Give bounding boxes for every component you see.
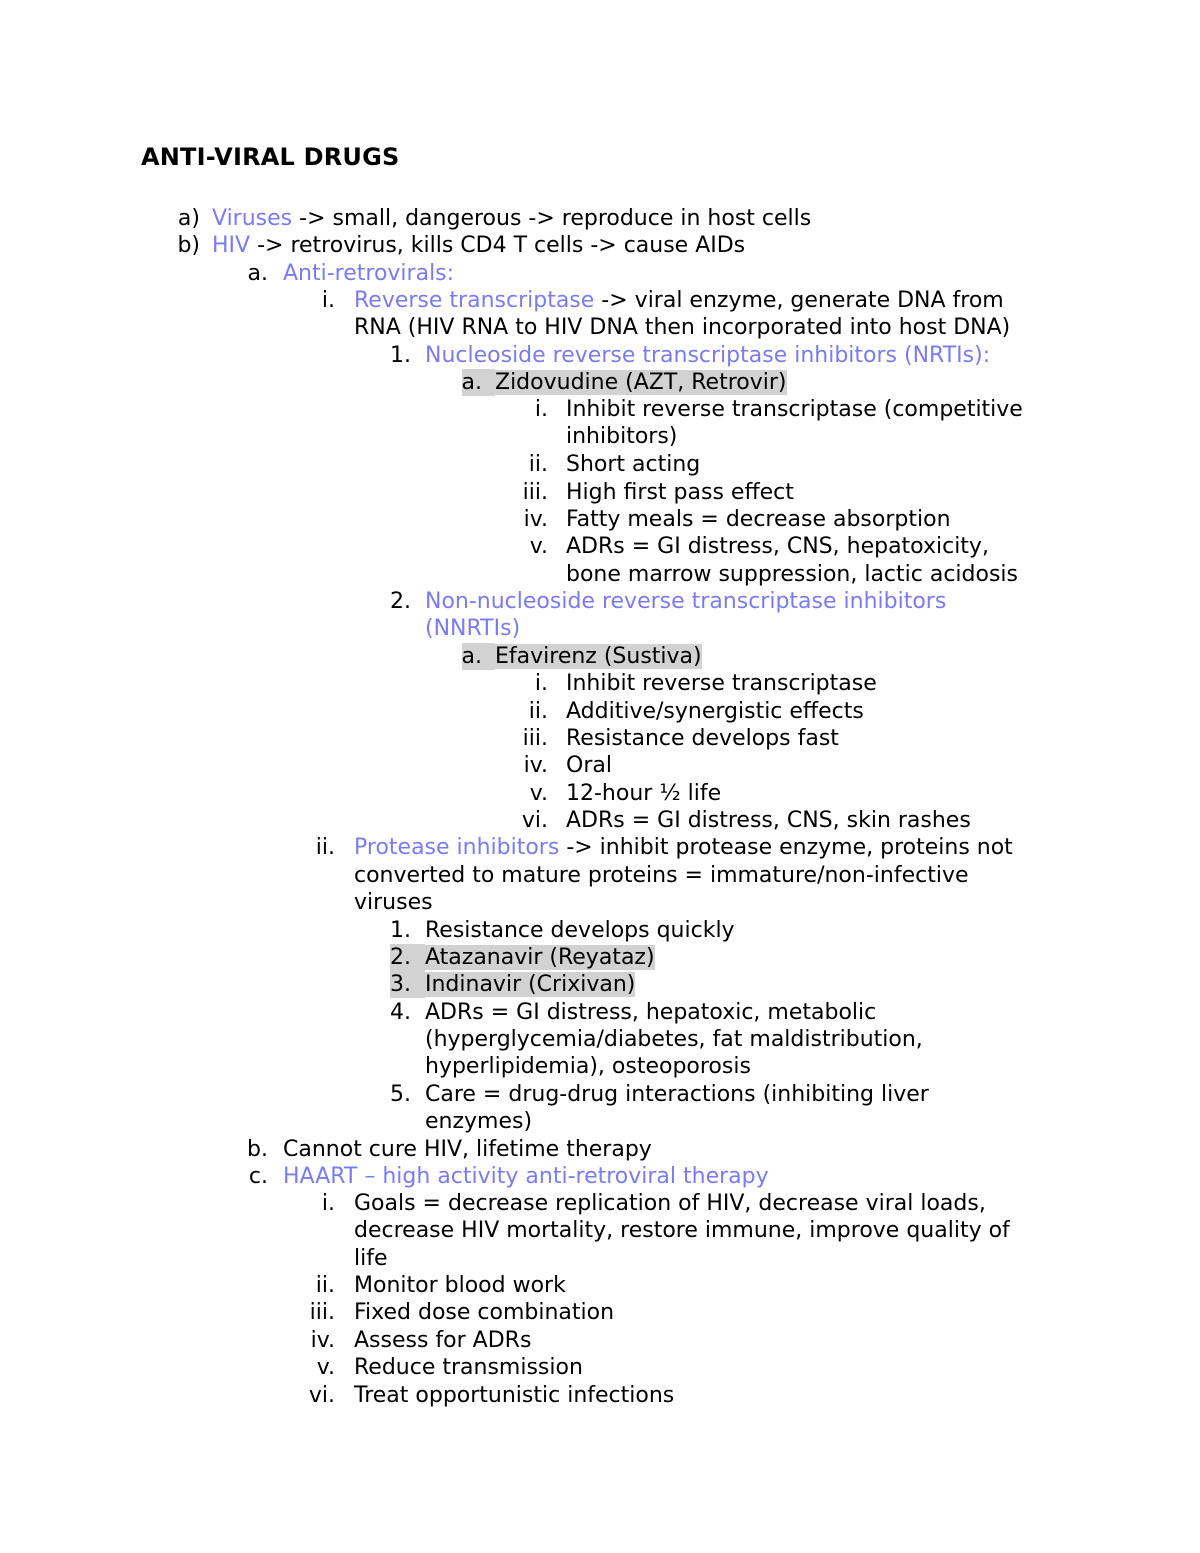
list-item-text: -> retrovirus, kills CD4 T cells -> cause AIDs [250,233,746,258]
list-item [354,1272,566,1299]
list-item-heading: HIV [212,233,251,258]
list-item [566,423,677,450]
list-item [425,1108,532,1135]
list-item-text: 12-hour ½ life [566,781,722,806]
list-item-text: Resistance develops fast [566,726,839,751]
list-marker: iii. [522,480,548,505]
list-item [354,1327,531,1354]
list-item-text: Care = drug-drug interactions (inhibiting liver [425,1082,929,1107]
list-item [566,451,700,478]
list-item-text: ADRs = GI distress, CNS, skin rashes [566,808,971,833]
list-item-text: Goals = decrease replication of HIV, decrease viral loads, [354,1191,986,1216]
list-marker: 3. [390,971,425,998]
list-item [354,889,433,916]
list-marker: iii. [309,1300,335,1325]
list-marker: a. [247,261,268,286]
list-marker: 2. [390,944,425,971]
list-item-heading: Non-nucleoside reverse transcriptase inhibitors [425,589,947,614]
list-marker: v. [316,1355,335,1380]
list-item [425,1026,923,1053]
list-marker: 2. [390,589,411,614]
list-item [425,342,990,369]
list-item-text: Resistance develops quickly [425,918,735,943]
list-item [566,533,989,560]
list-marker: 1. [390,343,411,368]
list-marker: 5. [390,1082,411,1107]
list-marker: iv. [310,1328,335,1353]
list-marker: iv. [523,507,548,532]
list-item-heading: Viruses [212,206,293,231]
list-item-text: hyperlipidemia), osteoporosis [425,1054,751,1079]
list-marker: ii. [315,835,335,860]
list-item [495,643,702,670]
list-item [283,260,454,287]
list-item-text: Inhibit reverse transcriptase [566,671,877,696]
list-item [354,314,1010,341]
list-item [566,561,1018,588]
list-item-text: (hyperglycemia/diabetes, fat maldistribution, [425,1027,923,1052]
list-item [566,698,864,725]
list-item [425,615,520,642]
list-item-text: Fixed dose combination [354,1300,615,1325]
list-marker: i. [534,397,548,422]
list-item [566,506,951,533]
list-item [354,1299,614,1326]
list-item-heading: Protease inhibitors [354,835,560,860]
list-marker: vi. [308,1383,335,1408]
list-item-text: inhibitors) [566,424,678,449]
list-item [566,752,612,779]
list-item [354,287,1004,314]
list-item-text: Fatty meals = decrease absorption [566,507,951,532]
list-item [354,1217,1010,1244]
list-marker: a) [177,206,200,231]
list-marker: ii. [528,452,548,477]
list-item [283,1163,769,1190]
list-item [354,1354,583,1381]
list-marker: a. [462,369,495,396]
list-item [212,205,811,232]
list-item [425,944,655,971]
list-item [354,834,1013,861]
list-item-text: enzymes) [425,1109,533,1134]
list-marker: v. [529,534,548,559]
list-item-text: -> small, dangerous -> reproduce in host cells [292,206,812,231]
list-item [566,807,971,834]
list-item-text: Atazanavir (Reyataz) [425,945,655,970]
list-marker: b. [247,1137,268,1162]
list-item-text: Inhibit reverse transcriptase (competitive [566,397,1023,422]
list-item [354,1382,674,1409]
list-item [354,1190,986,1217]
list-item [425,588,946,615]
list-marker: i. [321,288,335,313]
list-item-heading: (NNRTIs) [425,616,521,641]
list-item-text: bone marrow suppression, lactic acidosis [566,562,1018,587]
list-item-heading: Reverse transcriptase [354,288,595,313]
page-title: ANTI-VIRAL DRUGS [141,143,400,171]
list-marker: c. [248,1164,268,1189]
list-item [566,396,1023,423]
list-marker: vi. [521,808,548,833]
list-marker: a. [462,643,495,670]
list-item [212,232,745,259]
list-item-text: Short acting [566,452,701,477]
list-item-text: Efavirenz (Sustiva) [495,644,702,669]
list-marker: ii. [315,1273,335,1298]
list-marker: iv. [523,753,548,778]
list-item-text: Treat opportunistic infections [354,1383,675,1408]
list-item-text: Additive/synergistic effects [566,699,864,724]
list-item [283,1136,652,1163]
list-item-text: -> inhibit protease enzyme, proteins not [559,835,1013,860]
list-item-heading: Anti-retrovirals: [283,261,455,286]
list-item [425,1053,751,1080]
list-item-heading: HAART – high activity anti-retroviral therapy [283,1164,769,1189]
list-item-heading: Nucleoside reverse transcriptase inhibitors (NRTIs): [425,343,991,368]
list-item-text: Reduce transmission [354,1355,583,1380]
list-item-text: life [354,1246,388,1271]
list-marker: ii. [528,699,548,724]
list-marker: v. [529,781,548,806]
list-marker: 1. [390,918,411,943]
list-item-text: decrease HIV mortality, restore immune, improve quality of [354,1218,1010,1243]
list-item [495,369,787,396]
list-item-text: Cannot cure HIV, lifetime therapy [283,1137,652,1162]
list-item [566,780,721,807]
list-item-text: Zidovudine (AZT, Retrovir) [495,370,787,395]
list-item-text: ADRs = GI distress, hepatoxic, metabolic [425,1000,877,1025]
list-marker: iii. [522,726,548,751]
list-item-text: ADRs = GI distress, CNS, hepatoxicity, [566,534,989,559]
list-item-text: Indinavir (Crixivan) [425,972,636,997]
list-item [425,917,735,944]
list-item-text: RNA (HIV RNA to HIV DNA then incorporated into host DNA) [354,315,1011,340]
list-item [354,1245,388,1272]
list-marker: i. [534,671,548,696]
list-item-text: High first pass effect [566,480,794,505]
list-item-text: Oral [566,753,612,778]
list-item-text: converted to mature proteins = immature/non-infective [354,863,969,888]
list-item-text: Monitor blood work [354,1273,566,1298]
list-item [425,1081,929,1108]
list-item [425,971,635,998]
list-item-text: -> viral enzyme, generate DNA from [594,288,1004,313]
list-marker: i. [321,1191,335,1216]
list-marker: 4. [390,1000,411,1025]
list-item [566,725,839,752]
list-item-text: Assess for ADRs [354,1328,532,1353]
list-item [425,999,876,1026]
list-item [566,479,794,506]
list-item [566,670,877,697]
list-item-text: viruses [354,890,433,915]
list-marker: b) [177,233,200,258]
list-item [354,862,969,889]
